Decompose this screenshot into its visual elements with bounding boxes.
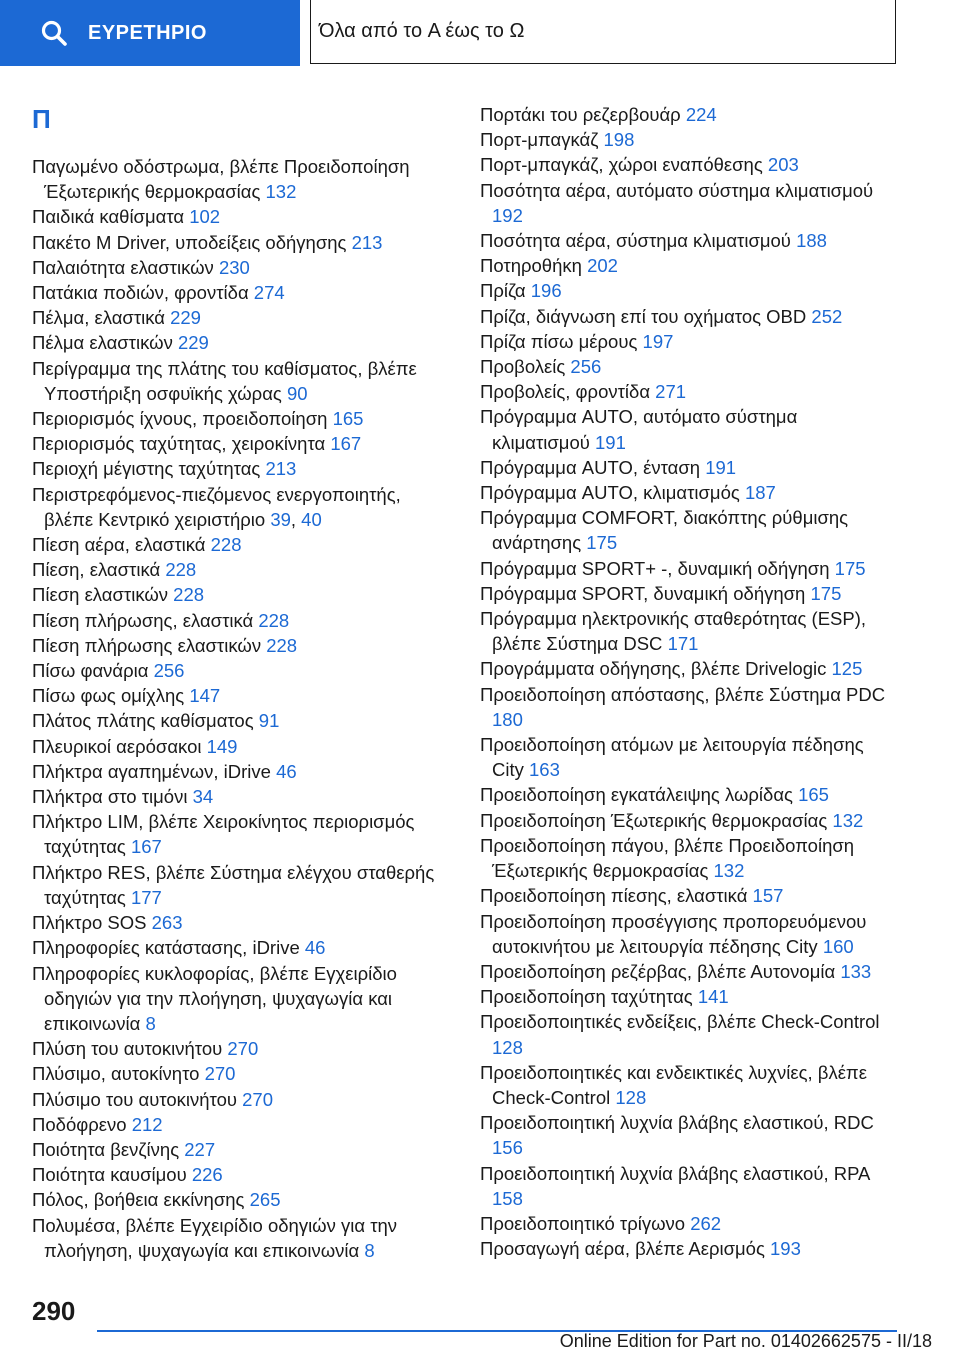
page-link[interactable]: 229 [170,307,201,329]
index-entry-text: Πίσω φανάρια [32,660,149,682]
index-entry [480,228,890,253]
index-entry [32,255,442,280]
index-entry-text: Ποτηροθήκη [480,255,582,277]
page-link[interactable]: 270 [227,1038,259,1060]
index-entry-text: Πορτ-μπαγκάζ, χώροι εναπόθεσης [480,154,763,176]
index-entry [32,708,442,733]
index-entry [480,682,890,732]
index-entry [480,959,890,984]
index-entry-text: Πλήκτρο RES, βλέπε Σύστημα ελέγχου σταθερής ταχύτητας [32,861,435,908]
index-entry [480,732,890,782]
index-entry [480,505,890,555]
index-entry [480,379,890,404]
index-entry [480,782,890,807]
index-entry [32,683,442,708]
index-entry [32,658,442,683]
page-link[interactable]: 256 [570,356,602,378]
index-entry [480,883,890,908]
page-link[interactable]: 132 [713,860,745,882]
index-entry-text: Πατάκια ποδιών, φροντίδα [32,282,249,304]
page-link[interactable]: 90 [286,382,308,404]
page-link[interactable]: 191 [595,431,626,453]
page-link[interactable]: 228 [258,609,290,631]
index-entry-text: Πρόγραμμα AUTO, κλιματισμός [480,482,740,504]
index-entry [32,608,442,633]
page-link[interactable]: 226 [191,1164,223,1186]
page-link[interactable]: 203 [767,154,799,176]
index-tab-label: ΕΥΡΕΤΗΡΙΟ [88,21,207,44]
index-entry-text: Προειδοποίηση εγκατάλειψης λωρίδας [480,784,793,806]
page-link[interactable]: 180 [492,708,523,730]
index-entry [480,1211,890,1236]
index-entry-text: Πορτ-μπαγκάζ [480,129,599,151]
index-entry [32,784,442,809]
page-link[interactable]: 265 [249,1189,281,1211]
index-entry-text: Ποσότητα αέρα, αυτόματο σύστημα κλιματισμού [480,179,874,201]
index-entry-text: Πρόγραμμα SPORT, δυναμική οδήγηση [480,582,806,604]
index-entry [480,1060,890,1110]
index-entry-text: Πρόγραμμα COMFORT, διακόπτης ρύθμισης ανάρτησης [480,507,849,554]
page-link[interactable]: 263 [151,912,183,934]
index-column-right [480,102,890,1261]
page-link[interactable]: 230 [218,256,250,278]
index-entry [32,759,442,784]
page-link[interactable]: 198 [603,129,635,151]
index-entry [32,809,442,859]
page-link[interactable]: 187 [744,482,776,504]
index-entry [32,204,442,229]
index-entry-text: Προειδοποίηση ρεζέρβας, βλέπε Αυτονομία [480,960,836,982]
index-entry [32,1187,442,1212]
index-entry-text: Προειδοποίηση πάγου, βλέπε Προειδοποίηση Έξωτερικής θερμοκρασίας [480,834,855,882]
index-entry [480,455,890,480]
index-entry [32,961,442,1037]
page-link[interactable]: 256 [153,660,185,682]
index-entry [32,230,442,255]
index-entry [32,860,442,910]
page-link[interactable]: 175 [834,557,866,579]
index-entry-text: Πίεση αέρα, ελαστικά [32,534,206,556]
page-link[interactable]: 197 [642,330,674,352]
page-link[interactable]: 167 [330,433,362,455]
index-entry [480,480,890,505]
page-link[interactable]: 212 [131,1113,163,1135]
index-entry-text: Πίεση πλήρωσης, ελαστικά [32,609,254,631]
index-entry-text: Προειδοποίηση Έξωτερικής θερμοκρασίας [480,809,828,831]
index-entry [480,606,890,656]
index-entry-text: Περιορισμός ταχύτητας, χειροκίνητα [32,433,326,455]
index-entry [32,910,442,935]
index-entry [480,304,890,329]
index-entry-text: Πλήκτρο SOS [32,912,147,934]
index-entry [32,456,442,481]
index-entry [480,127,890,152]
index-entry [480,178,890,228]
page-link[interactable]: 132 [832,809,864,831]
page-link[interactable]: 8 [145,1012,156,1034]
page-link[interactable]: 167 [130,836,162,858]
page-link[interactable]: 188 [796,230,827,252]
index-entry-text: Πρίζα πίσω μέρους [480,330,638,352]
index-entry-text: Πλήκτρα αγαπημένων, iDrive [32,760,271,782]
page-link[interactable]: 228 [173,584,205,606]
page-link[interactable]: 196 [530,280,562,302]
index-entry-text: Πίσω φως ομίχλης [32,685,185,707]
page-link[interactable]: 224 [685,104,717,125]
index-entry-text: Ποιότητα καυσίμου [32,1164,187,1186]
index-entry-text: Προειδοποίηση προσέγγισης προπορευόμενου αυτοκινήτου με λειτουργία πέδησης City [480,910,867,957]
index-entry-text: Πρίζα, διάγνωση επί του οχήματος OBD [480,305,807,327]
index-entry [480,1110,890,1160]
index-entry [32,1137,442,1162]
index-entry-text: Προειδοποιητική λυχνία βλάβης ελαστικού, RPA [480,1162,870,1184]
page-link[interactable]: 91 [258,710,280,732]
page-link[interactable]: 228 [266,634,298,656]
index-entry-text: Προειδοποιητικές και ενδεικτικές λυχνίες, βλέπε Check-Control [480,1061,867,1108]
index-entry [480,833,890,883]
page-link[interactable]: 34 [192,786,214,808]
index-entry [32,1036,442,1061]
index-column-left [32,102,442,1263]
index-entry-text: Προειδοποιητικό τρίγωνο [480,1212,686,1234]
entry-list-right [480,102,890,1261]
page-link[interactable]: 128 [492,1036,523,1058]
index-entry-text: Πλήκτρα στο τιμόνι [32,786,188,808]
page-link[interactable]: 158 [492,1187,523,1209]
page-link[interactable]: 46 [276,760,297,782]
index-entry [32,406,442,431]
page-link[interactable]: 202 [587,255,618,277]
index-entry [32,154,442,204]
page-link[interactable]: 141 [697,986,729,1008]
index-entry [480,909,890,959]
index-entry-text: Πλύσιμο του αυτοκινήτου [32,1088,237,1110]
index-entry: Περιστρεφόμενος-πιεζόμενος ενεργοποιητής, βλέπε Κεντρικό χειριστήριο 39, 40 [32,483,401,530]
index-entry-text: Πέλμα ελαστικών [32,332,173,354]
index-entry [32,1213,442,1263]
page-link[interactable]: 133 [840,960,872,982]
index-entry [480,808,890,833]
footer-edition: Online Edition for Part no. 01402662575 - II/18 [559,1331,932,1351]
page-link[interactable]: 147 [189,685,221,707]
index-entry [480,1236,890,1261]
index-entry-text: Πίεση, ελαστικά [32,559,161,581]
index-entry [32,935,442,960]
index-entry [32,1061,442,1086]
index-entry [32,532,442,557]
page-link[interactable]: 128 [615,1086,647,1108]
index-entry-text: Ποδόφρενο [32,1113,127,1135]
index-entry [32,305,442,330]
index-entry-text: Πλύσιμο, αυτοκίνητο [32,1063,200,1085]
index-entry [480,278,890,303]
index-entry-text: Πληροφορίες κυκλοφορίας, βλέπε Εγχειρίδιο οδηγιών για την πλοήγηση, ψυχαγωγία και επικοινωνία [32,962,397,1034]
index-entry [480,102,890,127]
page-link[interactable]: 262 [690,1212,722,1234]
index-entry [480,404,890,454]
index-entry [480,984,890,1009]
page-link[interactable]: 175 [810,582,842,604]
index-entry-text: Περιορισμός ίχνους, προειδοποίηση [32,408,328,430]
page-link[interactable]: 193 [770,1238,801,1260]
index-entry-text: Προβολείς, φροντίδα [480,381,651,403]
index-entry [32,557,442,582]
index-entry-text: Περιοχή μέγιστης ταχύτητας [32,458,261,480]
index-entry-text: Περιστρεφόμενος-πιεζόμενος ενεργοποιητής, βλέπε Κεντρικό χειριστήριο [32,483,401,530]
page-link[interactable]: 171 [667,633,699,655]
index-entry-text: Προειδοποιητικές ενδείξεις, βλέπε Check-Control [480,1011,880,1033]
index-entry-text: Προειδοποίηση ατόμων με λειτουργία πέδησης City [480,734,864,781]
index-entry [32,330,442,355]
page-link[interactable]: 213 [265,458,297,480]
index-entry-text: Πέλμα, ελαστικά [32,307,165,329]
index-entry [32,1112,442,1137]
index-entry [32,1087,442,1112]
index-entry [480,1009,890,1059]
index-entry-text: Πρόγραμμα ηλεκτρονικής σταθερότητας (ESP), βλέπε Σύστημα DSC [480,608,867,655]
index-entry [32,1162,442,1187]
index-entry [480,152,890,177]
index-entry [480,656,890,681]
index-entry-text: Ποσότητα αέρα, σύστημα κλιματισμού [480,230,791,252]
index-entry-text: Πλευρικοί αερόσακοι [32,735,202,757]
index-tab[interactable] [0,0,300,66]
index-entry-text: Πρόγραμμα SPORT+ -, δυναμική οδήγηση [480,557,830,579]
index-entry-text: Πίεση ελαστικών [32,584,169,606]
page-link[interactable]: 40 [301,508,322,530]
index-entry-text: Προειδοποίηση απόστασης, βλέπε Σύστημα PDC [480,683,886,705]
index-entry [32,356,442,406]
index-entry-text: Προβολείς [480,356,566,378]
page-link[interactable]: 227 [184,1138,216,1160]
index-entry-text: Προσαγωγή αέρα, βλέπε Αερισμός [480,1238,765,1260]
index-entry-text: Περίγραμμα της πλάτης του καθίσματος, βλέπε Υποστήριξη οσφυϊκής χώρας [32,357,417,404]
page-link[interactable]: 192 [492,204,523,226]
section-letter: Π [32,104,51,134]
index-entry-text: Πακέτο M Driver, υποδείξεις οδήγησης [32,231,347,253]
page-link[interactable]: 177 [130,886,162,908]
top-bar [0,0,960,66]
index-entry [480,581,890,606]
entry-list-left [32,154,442,1263]
index-entry-text: Πρίζα [480,280,526,302]
index-entry [32,582,442,607]
index-entry-text: Πλύση του αυτοκινήτου [32,1038,223,1060]
search-icon [40,19,68,47]
index-entry [480,354,890,379]
index-entry-text: Πλάτος πλάτης καθίσματος [32,710,254,732]
page-link[interactable]: 165 [332,408,364,430]
index-entry-text: Προειδοποίηση πίεσης, ελαστικά [480,885,748,907]
page-link[interactable]: 149 [206,735,238,757]
index-entry-text: Πορτάκι του ρεζερβουάρ [480,104,681,125]
page-link[interactable]: 175 [586,532,618,554]
page-link[interactable]: 271 [655,381,687,403]
page-link[interactable]: 270 [242,1088,274,1110]
page-link[interactable]: 39 [270,508,291,530]
index-entry [480,329,890,354]
index-entry-text: Παλαιότητα ελαστικών [32,256,214,278]
index-entry-text: Προγράμματα οδήγησης, βλέπε Drivelogic [480,658,827,680]
index-entry-text: Παγωμένο οδόστρωμα, βλέπε Προειδοποίηση Έξωτερικής θερμοκρασίας [32,156,410,203]
index-entry [32,734,442,759]
index-entry [480,1161,890,1211]
index-entry-text: Πίεση πλήρωσης ελαστικών [32,634,262,656]
index-entry-text: Πρόγραμμα AUTO, ένταση [480,456,701,478]
index-entry [480,253,890,278]
page-link[interactable]: 228 [165,559,197,581]
index-entry-text: Παιδικά καθίσματα [32,206,185,228]
index-entry-text: Πληροφορίες κατάστασης, iDrive [32,937,300,959]
page-link[interactable]: 46 [304,937,326,959]
index-entry [32,280,442,305]
page-link[interactable]: 165 [798,784,829,806]
section-title-tab [310,0,896,64]
index-entry-text: Πολυμέσα, βλέπε Εγχειρίδιο οδηγιών για την πλοήγηση, ψυχαγωγία και επικοινωνία [32,1214,398,1261]
page-link[interactable]: 274 [253,282,285,304]
index-entry-text: Πρόγραμμα AUTO, αυτόματο σύστημα κλιματισμού [480,406,798,453]
page-link[interactable]: 160 [822,935,854,957]
index-entry-text: Προειδοποιητική λυχνία βλάβης ελαστικού, RDC [480,1112,874,1134]
page-number: 290 [32,1296,76,1326]
index-entry [32,633,442,658]
index-entry [32,431,442,456]
section-title: Όλα από το A έως το Ω [319,20,525,42]
page-link[interactable]: 228 [210,534,242,556]
page-link[interactable]: 270 [204,1063,236,1085]
index-entry-text: Ποιότητα βενζίνης [32,1138,180,1160]
index-entry-text: Πόλος, βοήθεια εκκίνησης [32,1189,245,1211]
page-link[interactable]: 157 [752,885,784,907]
index-entry-text: Προειδοποίηση ταχύτητας [480,986,693,1008]
page-link[interactable]: 213 [351,231,383,253]
page-link[interactable]: 102 [189,206,221,228]
page-link[interactable]: 156 [492,1137,523,1159]
index-entry [480,556,890,581]
page-link[interactable]: 229 [177,332,209,354]
page-link[interactable]: 252 [811,305,843,327]
index-entry-text: Πλήκτρο LIM, βλέπε Χειροκίνητος περιορισμός ταχύτητας [32,811,415,858]
page-link[interactable]: 163 [529,759,560,781]
page-link[interactable]: 8 [364,1239,375,1261]
page-link[interactable]: 132 [265,181,297,203]
page-link[interactable]: 191 [705,456,737,478]
page-link[interactable]: 125 [831,658,863,680]
